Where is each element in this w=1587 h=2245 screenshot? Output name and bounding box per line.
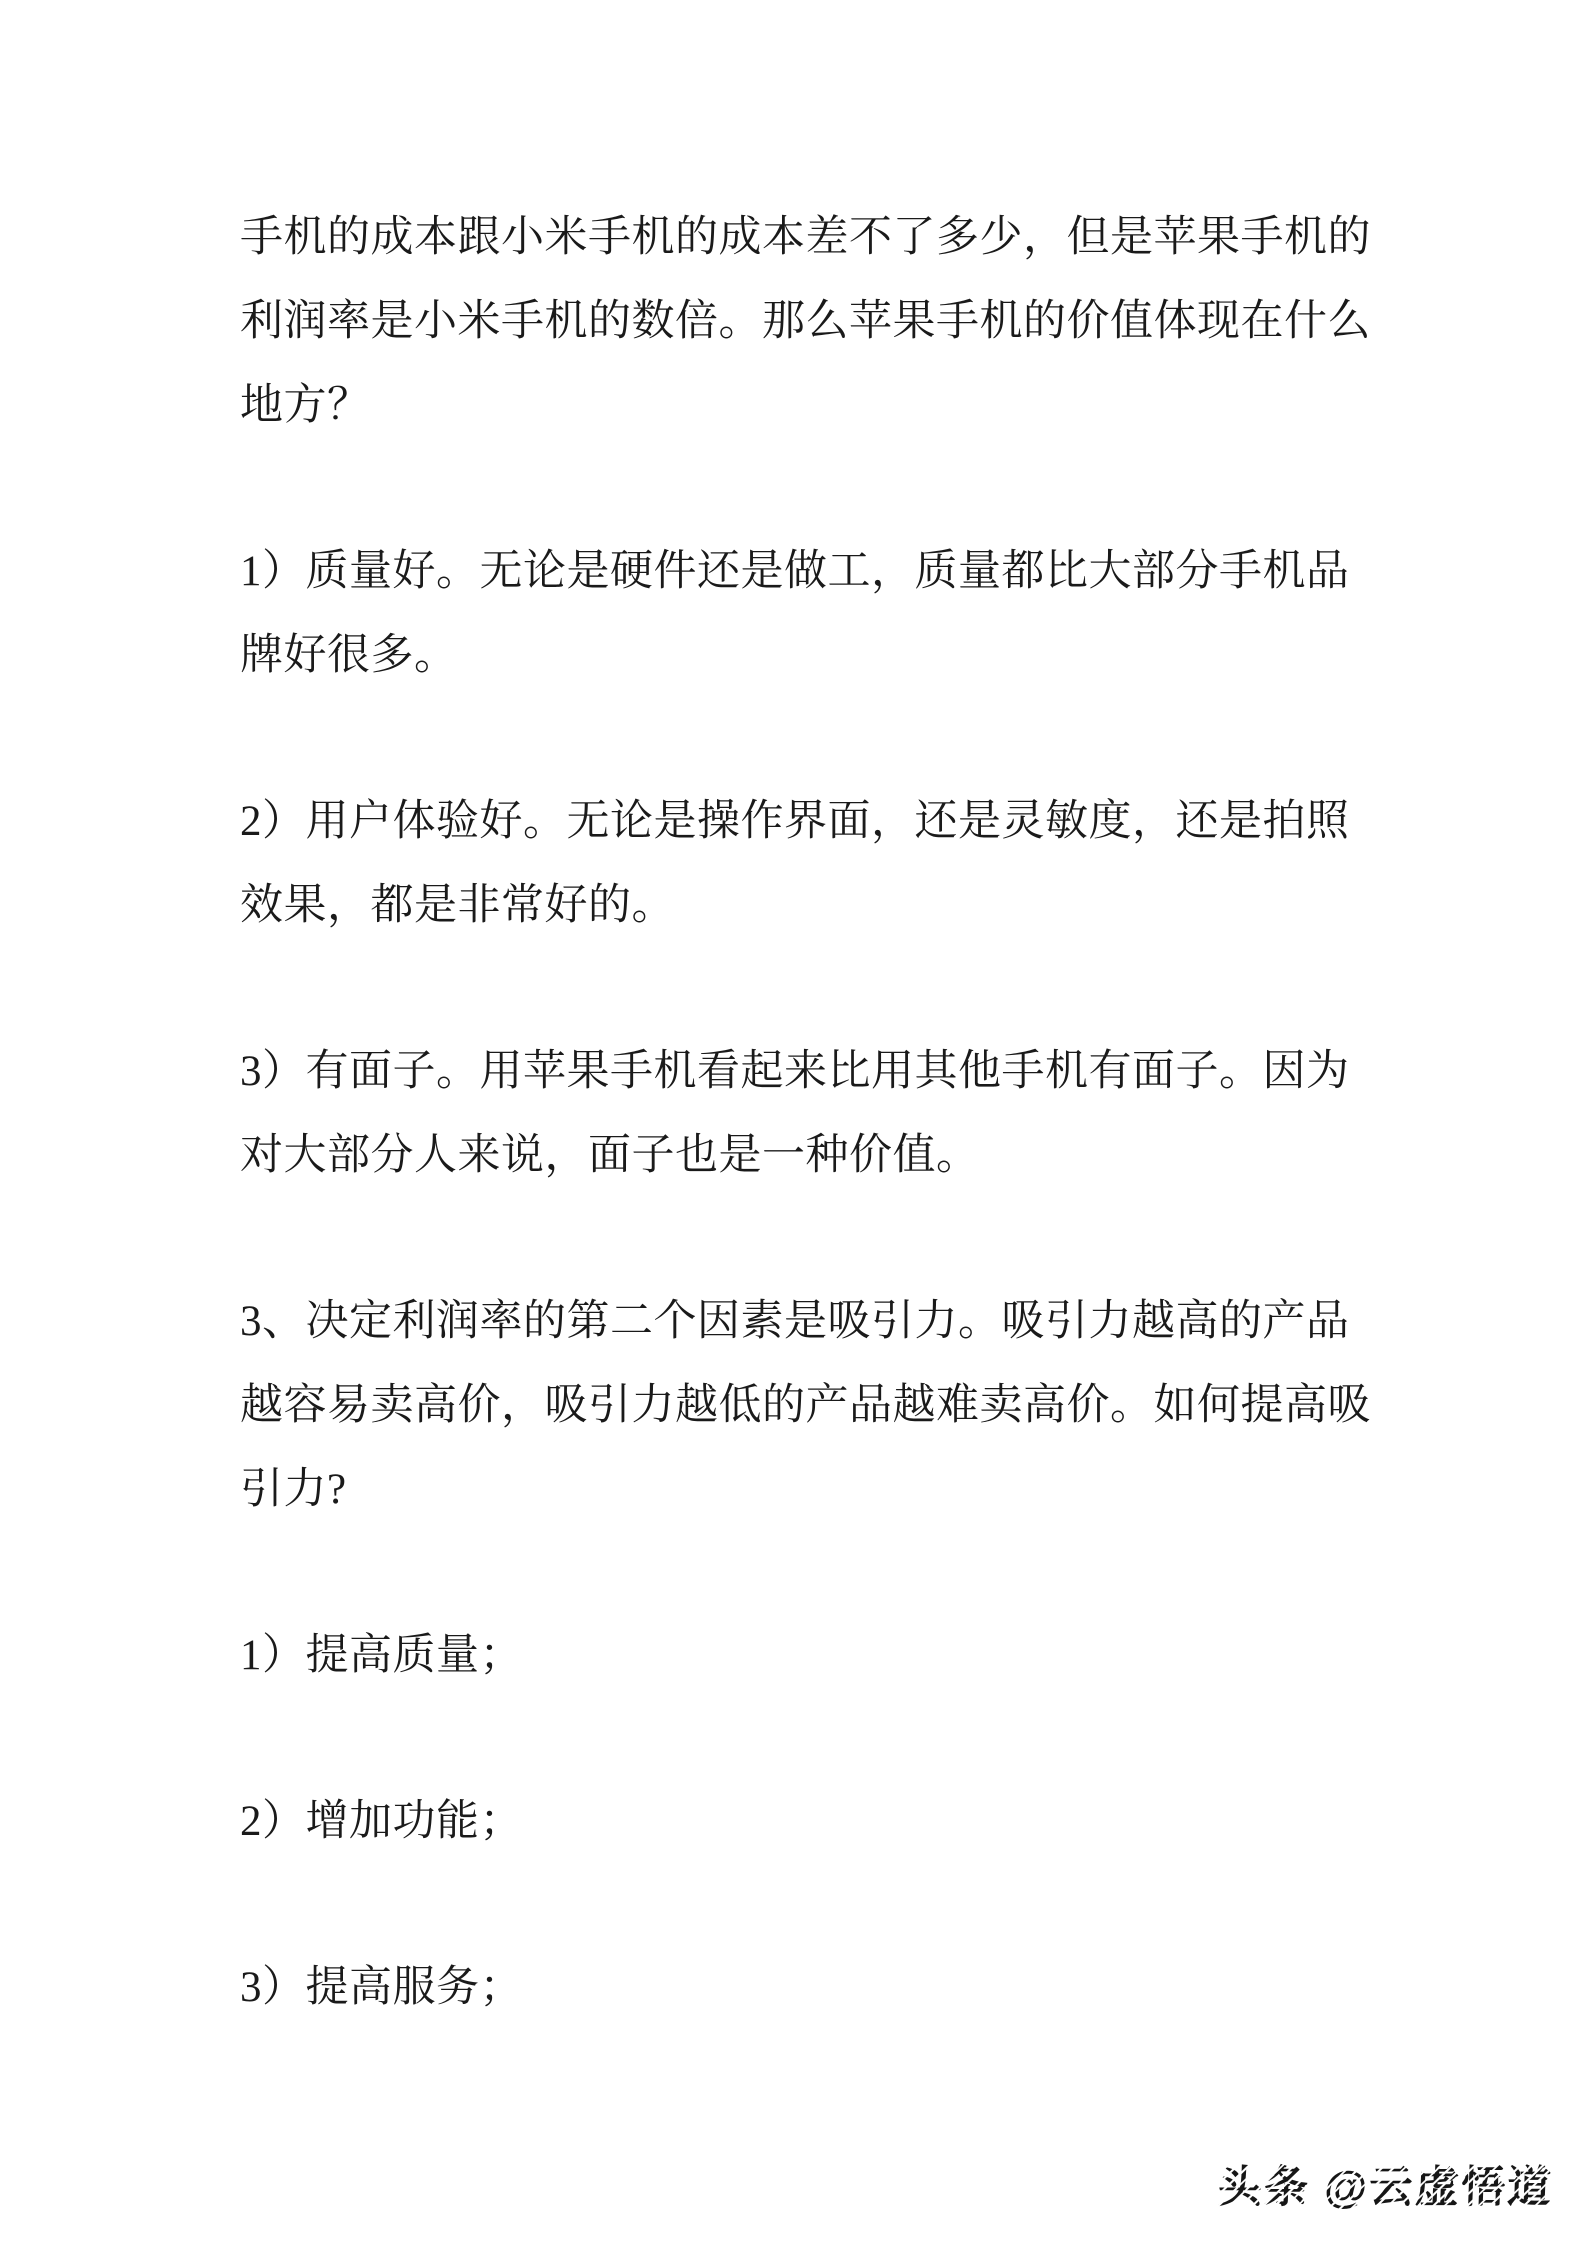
paragraph-line: 对大部分人来说，面子也是一种价值。 [240,1132,980,1179]
paragraph-line: 牌好很多。 [240,632,458,679]
paragraph-item-3-improve-service [240,1946,1400,2030]
paragraph-point-2-experience [240,780,1400,948]
paragraph-point-3-face [240,1030,1400,1198]
paragraph-line: 2）用户体验好。无论是操作界面，还是灵敏度，还是拍照 [240,798,1350,845]
paragraph-item-1-improve-quality [240,1614,1400,1698]
paragraph-section-3-attraction [240,1280,1400,1532]
paragraph-line: 利润率是小米手机的数倍。那么苹果手机的价值体现在什么 [240,298,1371,345]
paragraph-line: 3）提高服务； [240,1964,523,2011]
paragraph-line: 2）增加功能； [240,1798,523,1845]
paragraph-line: 1）提高质量； [240,1632,523,1679]
paragraph-line: 3）有面子。用苹果手机看起来比用其他手机有面子。因为 [240,1048,1350,1095]
paragraph-item-2-add-features [240,1780,1400,1864]
paragraph-line: 效果，都是非常好的。 [240,882,675,929]
paragraph-line: 引力? [240,1466,347,1513]
toutiao-watermark: 头条 @云虚悟道 [1217,2163,1554,2212]
document-content [240,0,1400,2112]
paragraph-point-1-quality [240,530,1400,698]
paragraph-line: 1）质量好。无论是硬件还是做工，质量都比大部分手机品 [240,548,1350,595]
paragraph-line: 地方？ [240,382,371,429]
paragraph-intro [240,196,1400,448]
paragraph-line: 越容易卖高价，吸引力越低的产品越难卖高价。如何提高吸 [240,1382,1371,1429]
paragraph-line: 手机的成本跟小米手机的成本差不了多少，但是苹果手机的 [240,214,1371,261]
paragraph-line: 3、决定利润率的第二个因素是吸引力。吸引力越高的产品 [240,1298,1350,1345]
